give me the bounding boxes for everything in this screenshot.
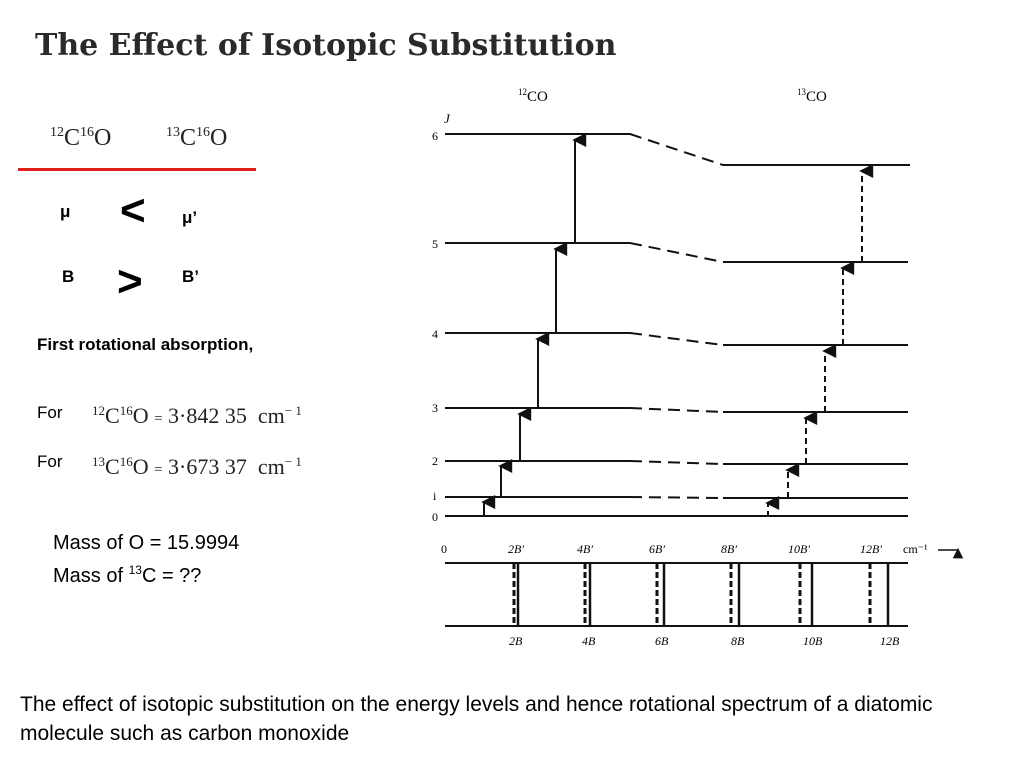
spectrum-label-10bp: 10B′	[788, 542, 810, 556]
isotope-13c16o: $^{13}C^{16}O$	[166, 125, 228, 151]
spectrum-label-8b: 8B	[731, 634, 745, 648]
connector-j1	[630, 497, 723, 498]
j-label-0: 0	[432, 510, 438, 524]
j-label-6: 6	[432, 129, 438, 143]
for-label-12: For	[37, 403, 63, 422]
b-prime-symbol: B’	[182, 267, 199, 286]
spectrum-label-6bp: 6B′	[649, 542, 665, 556]
spectrum-label-8bp: 8B′	[721, 542, 737, 556]
j-label-2: 2	[432, 454, 438, 468]
header-12co: $^{12}$CO	[518, 87, 548, 105]
first-rotational-absorption-label: First rotational absorption,	[37, 335, 254, 354]
spectrum-unit-label: cm⁻¹	[903, 542, 928, 556]
spectrum-label-12bp: 12B′	[860, 542, 882, 556]
for-label-13: For	[37, 452, 63, 471]
isotope-12c16o: $^{12}C^{16}O$	[50, 125, 112, 151]
connector-j2	[630, 461, 723, 464]
j-label-1: i	[433, 489, 437, 503]
j-axis-label: J	[444, 111, 450, 126]
mu-symbol: μ	[60, 202, 71, 221]
greater-than-sign: >	[117, 257, 143, 306]
j-label-4: 4	[432, 327, 438, 341]
mass-of-oxygen: Mass of O = 15.9994	[53, 532, 240, 554]
less-than-sign: <	[120, 186, 146, 235]
connector-j4	[630, 333, 723, 345]
spectrum-label-2b: 2B	[509, 634, 523, 648]
spectrum-label-4b: 4B	[582, 634, 596, 648]
value-13c16o: $^{13}C^{16}O = 3\cdot 673$ 37 $cm^{- 1}$	[92, 454, 302, 479]
connector-j3	[630, 408, 723, 412]
spectrum-label-12b: 12B	[880, 634, 900, 648]
value-12c16o: $^{12}C^{16}O = 3\cdot 842$ 35 $cm^{- 1}$	[92, 403, 302, 428]
page-title: The Effect of Isotopic Substitution	[35, 28, 617, 63]
mass-of-13c: Mass of $^{13}$C = ??	[53, 563, 202, 587]
b-symbol: B	[62, 267, 75, 286]
figure-caption: The effect of isotopic substitution on the energy levels and hence rotational spectrum of a diatomic molecule such as carbon monoxide	[20, 693, 933, 745]
connector-j5	[630, 243, 723, 262]
j-label-3: 3	[432, 401, 438, 415]
connector-j6	[630, 134, 723, 165]
spectrum-label-0: 0	[441, 542, 447, 556]
spectrum-label-2bp: 2B′	[508, 542, 524, 556]
spectrum-label-10b: 10B	[803, 634, 823, 648]
spectrum-label-6b: 6B	[655, 634, 669, 648]
j-label-5: 5	[432, 237, 438, 251]
spectrum-label-4bp: 4B′	[577, 542, 593, 556]
mu-prime-symbol: μ’	[182, 208, 198, 227]
header-13co: $^{13}$CO	[797, 87, 827, 105]
